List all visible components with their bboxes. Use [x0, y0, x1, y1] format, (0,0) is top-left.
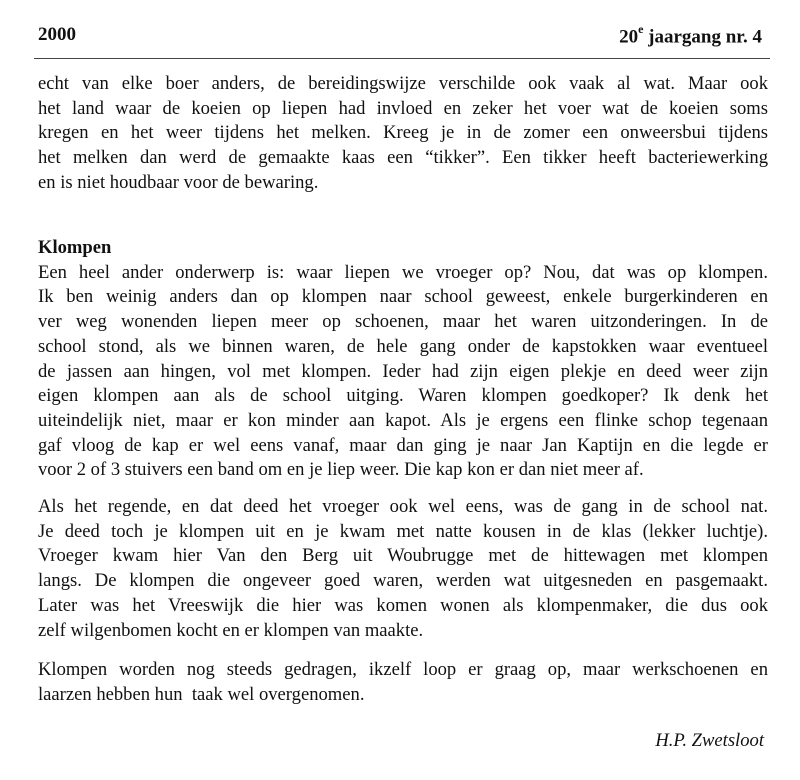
text-line: Vroeger kwam hier Van den Berg uit Woubrugge met de hittewagen met klompen: [38, 545, 768, 567]
text-line: uiteindelijk niet, maar er kon minder aan kapot. Als je ergens een flinke schop tegenaan: [38, 409, 768, 431]
text-line: gaf vloog de kap er wel eens vanaf, maar dan ging je naar Jan Kaptijn en die legde er: [38, 434, 768, 456]
section-klompen: [38, 236, 768, 483]
text-line: Als het regende, en dat deed het vroeger ook wel eens, was de gang in de school nat.: [38, 496, 768, 517]
issue-label: jaargang nr. 4: [643, 26, 762, 48]
intro-paragraph: [38, 72, 768, 196]
text-line: kregen en het weer tijdens het melken. Kreeg je in de zomer een onweersbui tijdens: [38, 122, 768, 144]
header-rule: [34, 58, 770, 59]
text-line: Klompen worden nog steeds gedragen, ikzelf loop er graag op, maar werkschoenen en: [38, 659, 768, 680]
text-line: echt van elke boer anders, de bereidingswijze verschilde ook vaak al wat. Maar ook: [38, 73, 768, 94]
text-line: de jassen aan hingen, vol met klompen. Ieder had zijn eigen plekje en deed weer zijn: [38, 360, 768, 382]
text-line: het land waar de koeien op liepen had invloed en zeker het voer wat de koeien soms: [38, 97, 768, 119]
text-line: voor 2 of 3 stuivers een band om en je liep weer. Die kap kon er dan niet meer af.: [38, 459, 644, 481]
text-line: zelf wilgenbomen kocht en er klompen van maakte.: [38, 619, 424, 641]
text-line: eigen klompen aan als de school uitging. Waren klompen goedkoper? Ik denk het: [38, 385, 768, 407]
page-header: [38, 24, 762, 54]
text-line: laarzen hebben hun taak wel overgenomen.: [38, 683, 365, 705]
header-issue: [619, 24, 762, 48]
issue-superscript: e: [638, 22, 644, 36]
text-line: ver weg wonenden liepen meer op schoenen, maar het waren uitzonderingen. In de: [38, 311, 768, 333]
section-heading: Klompen: [38, 237, 112, 258]
text-line: Later was het Vreeswijk die hier was komen wonen als klompenmaker, die dus ook: [38, 594, 768, 616]
text-line: Je deed toch je klompen uit en je kwam met natte kousen in de klas (lekker luchtje).: [38, 520, 768, 542]
text-line: school stond, als we binnen waren, de hele gang onder de kapstokken waar eventueel: [38, 335, 768, 357]
issue-number: 20: [619, 26, 639, 48]
header-year: 2000: [38, 24, 76, 45]
paragraph-2: [38, 495, 768, 643]
paragraph-3: [38, 658, 768, 707]
text-line: langs. De klompen die ongeveer goed waren, werden wat uitgesneden en pasgemaakt.: [38, 570, 768, 592]
text-line: het melken dan werd de gemaakte kaas een “tikker”. Een tikker heeft bacteriewerking: [38, 147, 768, 169]
text-line: en is niet houdbaar voor de bewaring.: [38, 171, 319, 193]
text-line: Een heel ander onderwerp is: waar liepen we vroeger op? Nou, dat was op klompen.: [38, 261, 768, 283]
text-line: Ik ben weinig anders dan op klompen naar school geweest, enkele burgerkinderen en: [38, 286, 768, 308]
author-signature: H.P. Zwetsloot: [655, 730, 764, 751]
